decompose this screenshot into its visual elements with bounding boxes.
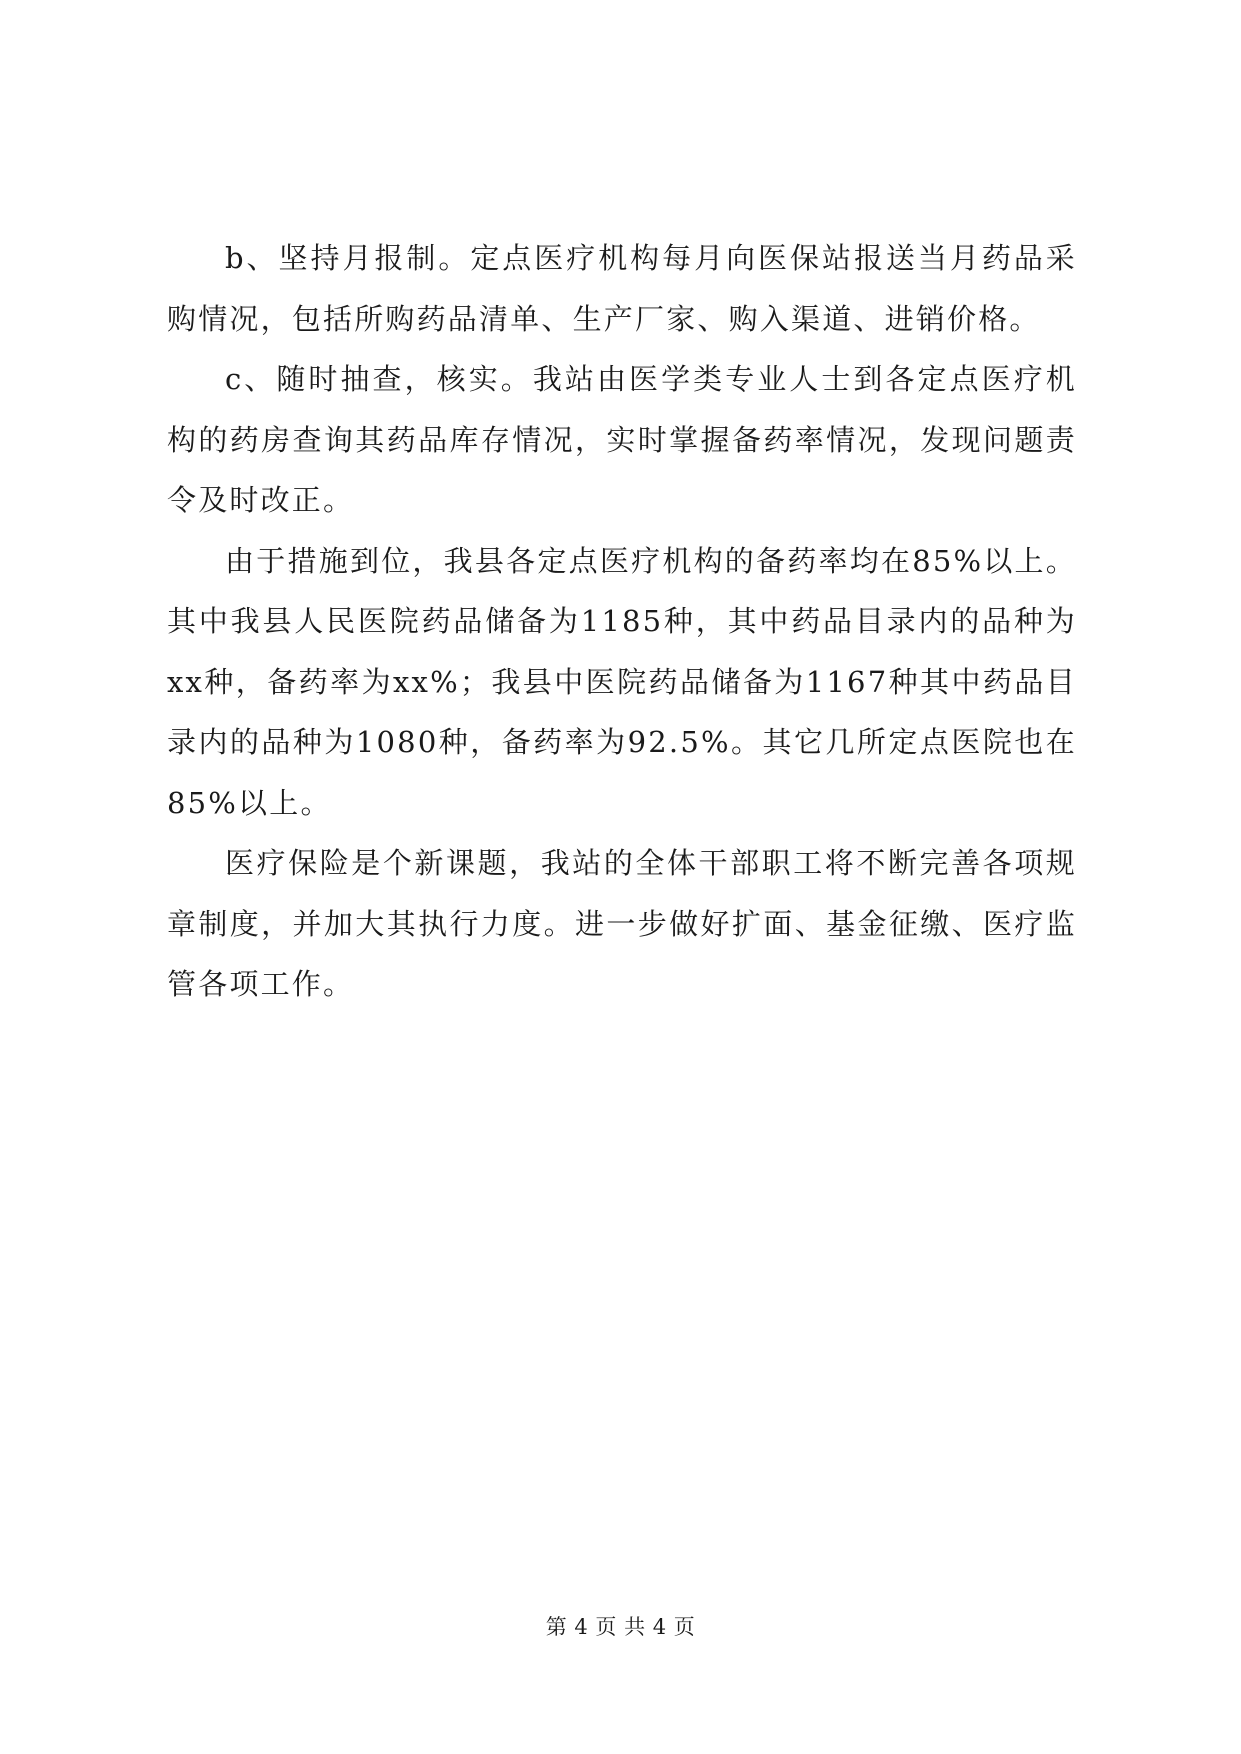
paragraph-conclusion: 医疗保险是个新课题，我站的全体干部职工将不断完善各项规章制度，并加大其执行力度。进一步做好扩面、基金征缴、医疗监管各项工作。 bbox=[167, 846, 1077, 1001]
paragraph-spot-check: c、随时抽查，核实。我站由医学类专业人士到各定点医疗机构的药房查询其药品库存情况，实时掌握备药率情况，发现问题责令及时改正。 bbox=[167, 362, 1077, 517]
page-number: 第 4 页 共 4 页 bbox=[545, 1615, 696, 1639]
page-footer bbox=[0, 1612, 1241, 1642]
paragraph-monthly-report: b、坚持月报制。定点医疗机构每月向医保站报送当月药品采购情况，包括所购药品清单、生产厂家、购入渠道、进销价格。 bbox=[167, 241, 1077, 336]
paragraph-stock-rate: 由于措施到位，我县各定点医疗机构的备药率均在85%以上。其中我县人民医院药品储备为1185种，其中药品目录内的品种为xx种，备药率为xx%；我县中医院药品储备为1167种其中药品目录内的品种为1080种，备药率为92.5%。其它几所定点医院也在85%以上。 bbox=[167, 543, 1077, 820]
document-body bbox=[167, 228, 1077, 1015]
